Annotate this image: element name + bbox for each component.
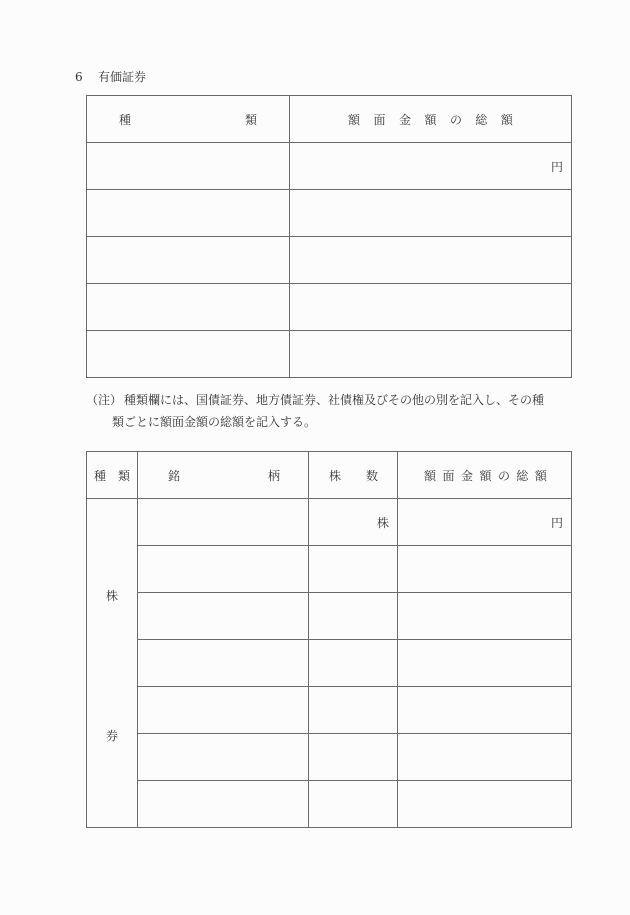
table-row: [87, 190, 572, 237]
total-field[interactable]: [290, 190, 572, 237]
total-field[interactable]: [398, 640, 572, 687]
total-field[interactable]: [398, 687, 572, 734]
shares-field[interactable]: [309, 499, 398, 546]
shares-field[interactable]: [309, 734, 398, 781]
kind-field[interactable]: [87, 237, 290, 284]
kind-label-bottom: 券: [105, 729, 118, 743]
header-kind: 種 類: [87, 96, 290, 143]
kind-label-top: 株: [105, 589, 118, 603]
total-field[interactable]: [398, 781, 572, 828]
total-field[interactable]: [398, 734, 572, 781]
total-field[interactable]: [290, 331, 572, 378]
header-face-value-total: 額 面 金 額 の 総 額: [290, 96, 572, 143]
table-row: [87, 284, 572, 331]
total-field[interactable]: [398, 593, 572, 640]
table-row: [87, 781, 572, 828]
brand-field[interactable]: [138, 546, 309, 593]
kind-field[interactable]: [87, 284, 290, 331]
shares-field[interactable]: [309, 640, 398, 687]
brand-field[interactable]: [138, 734, 309, 781]
brand-field[interactable]: [138, 593, 309, 640]
table-row: [87, 499, 572, 546]
total-field[interactable]: [290, 237, 572, 284]
table-row: [87, 237, 572, 284]
header-kind: 種 類: [87, 452, 138, 499]
shares-field[interactable]: [309, 781, 398, 828]
header-brand: 銘 柄: [138, 452, 309, 499]
note-label: （注）: [86, 393, 123, 407]
table-row: [87, 640, 572, 687]
total-field[interactable]: [290, 284, 572, 331]
stocks-table: [86, 451, 572, 828]
table-row: [87, 687, 572, 734]
brand-field[interactable]: [138, 781, 309, 828]
brand-field[interactable]: [138, 499, 309, 546]
kind-cell-stocks: [87, 499, 138, 828]
securities-total-table: [86, 95, 572, 378]
table-row: [87, 734, 572, 781]
table-row: [87, 546, 572, 593]
shares-field[interactable]: [309, 593, 398, 640]
kind-field[interactable]: [87, 190, 290, 237]
header-face-value-total: 額 面 金 額 の 総 額: [398, 452, 572, 499]
total-field[interactable]: [398, 546, 572, 593]
table-row: [87, 331, 572, 378]
section-title: 有価証券: [98, 70, 147, 84]
note-line-1: 種類欄には、国債証券、地方債証券、社債権及びその他の別を記入し、その種: [124, 393, 545, 407]
kind-field[interactable]: [87, 331, 290, 378]
table-row: [87, 593, 572, 640]
brand-field[interactable]: [138, 687, 309, 734]
note-line-2: 類ごとに額面金額の総額を記入する。: [112, 415, 317, 429]
table-header-row: [87, 96, 572, 143]
kind-field[interactable]: [87, 143, 290, 190]
section-number: 6: [75, 70, 83, 84]
table-row: [87, 143, 572, 190]
total-field[interactable]: [398, 499, 572, 546]
total-field[interactable]: [290, 143, 572, 190]
section-heading: [75, 68, 146, 85]
shares-unit: 株: [376, 515, 389, 530]
shares-field[interactable]: [309, 546, 398, 593]
brand-field[interactable]: [138, 640, 309, 687]
yen-unit: 円: [550, 159, 563, 174]
table-header-row: [87, 452, 572, 499]
header-shares: 株 数: [309, 452, 398, 499]
shares-field[interactable]: [309, 687, 398, 734]
note: [86, 389, 576, 433]
yen-unit: 円: [550, 515, 563, 530]
